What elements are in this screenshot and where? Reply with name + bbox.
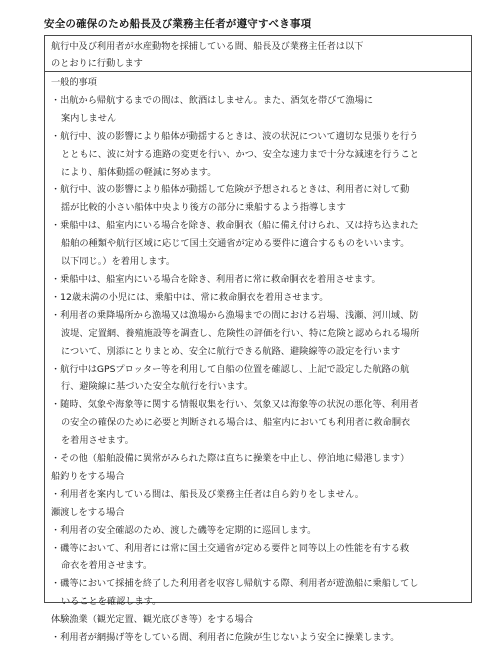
rule-item-line: 案内しません — [61, 112, 117, 124]
intro-line: 航行中及び利用者が水産動物を採捕している間、船長及び業務主任者は以下 — [51, 41, 364, 52]
section-heading: 瀬渡しをする場合 — [51, 506, 125, 518]
rule-item-line: ・随時、気象や海象等に関する情報収集を行い、気象又は海象等の状況の悪化等、利用者 — [51, 399, 419, 411]
rule-item-line: ・利用者の乗降場所から漁場又は漁場から漁場までの間における岩場、浅瀬、河川域、防 — [51, 309, 419, 321]
rule-item — [51, 450, 465, 468]
rule-item-line: ・出航から帰航するまでの間は、飲酒はしません。また、酒気を帯びて漁場に — [51, 94, 374, 106]
section-heading: 船釣りをする場合 — [51, 470, 125, 482]
rule-item-line: ・利用者の安全確認のため、渡した磯等を定期的に巡回します。 — [51, 524, 317, 536]
rule-item-line: 波堤、定置網、養殖施設等を調査し、危険性の評価を行い、特に危険と認められる場所 — [61, 327, 420, 339]
rule-item-line: の安全の確保のために必要と判断される場合は、船室内においても利用者に救命胴衣 — [61, 417, 411, 429]
rule-item — [51, 522, 465, 540]
rule-item-line: により、船体動揺の軽減に努めます。 — [61, 166, 217, 178]
rule-item-line: ・航行中はGPSプロッター等を利用して自船の位置を確認し、上記で設定した航路の航 — [51, 363, 410, 375]
rule-item-line: いることを確認します。 — [61, 596, 162, 608]
rule-item-line: ・乗船中は、船室内にいる場合を除き、利用者に常に救命胴衣を着用させます。 — [51, 273, 381, 285]
rule-item-line: 以下同じ。）を着用します。 — [61, 256, 176, 268]
rule-item — [51, 361, 465, 397]
rule-item-line: ・乗船中は、船室内にいる場合を除き、救命胴衣（船に備え付けられ、又は持ち込まれた — [51, 220, 419, 232]
rule-item — [51, 289, 465, 307]
intro-line: のとおりに行動します — [51, 58, 143, 69]
rule-item-line: とともに、波に対する進路の変更を行い、かつ、安全な速力まで十分な減速を行うこと — [61, 148, 419, 160]
rule-item-line: ・利用者が網揚げ等をしている間、利用者に危険が生じないよう安全に操業します。 — [51, 632, 400, 644]
section-heading: 一般的事項 — [51, 77, 97, 88]
section-heading: 体験漁業（観光定置、観光底びき等）をする場合 — [51, 614, 254, 626]
rule-item-line: について、別添にとりまとめ、安全に航行できる航路、避険線等の設定を行います — [61, 345, 401, 357]
rule-item — [51, 217, 465, 271]
rule-item — [51, 629, 465, 647]
rules-box — [44, 35, 472, 644]
rule-item — [51, 307, 465, 361]
page-title: 安全の確保のため船長及び業務主任者が遵守すべき事項 — [44, 18, 312, 30]
rule-item-line: 行、避険線に基づいた安全な航行を行います。 — [61, 381, 254, 393]
rule-item — [51, 486, 465, 504]
rule-item — [51, 540, 465, 576]
rule-item-line: ・磯等において採捕を終了した利用者を収容し帰航する際、利用者が遊漁船に乗船してし — [51, 578, 419, 590]
rule-item-line: ・12歳未満の小児には、乗船中は、常に救命胴衣を着用させます。 — [51, 291, 329, 303]
rule-item — [51, 396, 465, 450]
rule-item-line: ・航行中、波の影響により船体が動揺して危険が予想されるときは、利用者に対して動 — [51, 184, 410, 196]
rule-item — [51, 575, 465, 611]
rule-item — [51, 271, 465, 289]
rule-item — [51, 181, 465, 217]
rule-item-line: 命衣を着用させます。 — [61, 560, 153, 572]
rule-item-line: ・磯等において、利用者には常に国土交通省が定める要件と同等以上の性能を有する救 — [51, 542, 410, 554]
intro-paragraph — [45, 36, 471, 72]
rule-item-line: ・利用者を案内している間は、船長及び業務主任者は自ら釣りをしません。 — [51, 488, 364, 500]
rule-item-line: 船舶の種類や航行区域に応じて国土交通省が定める要件に適合するものをいいます。 — [61, 238, 410, 250]
rule-item-line: ・その他（船舶設備に異常がみられた際は直ちに操業を中止し、停泊地に帰港します） — [51, 453, 410, 465]
rule-item-line: 揺が比較的小さい船体中央より後方の部分に乗船するよう指導します — [61, 202, 346, 214]
rule-item-line: を着用させます。 — [61, 435, 134, 447]
rules-content — [45, 72, 471, 647]
rule-item — [51, 128, 465, 182]
rule-item — [51, 92, 465, 128]
rule-item-line: ・航行中、波の影響により船体が動揺するときは、波の状況について適切な見張りを行う — [51, 130, 419, 142]
